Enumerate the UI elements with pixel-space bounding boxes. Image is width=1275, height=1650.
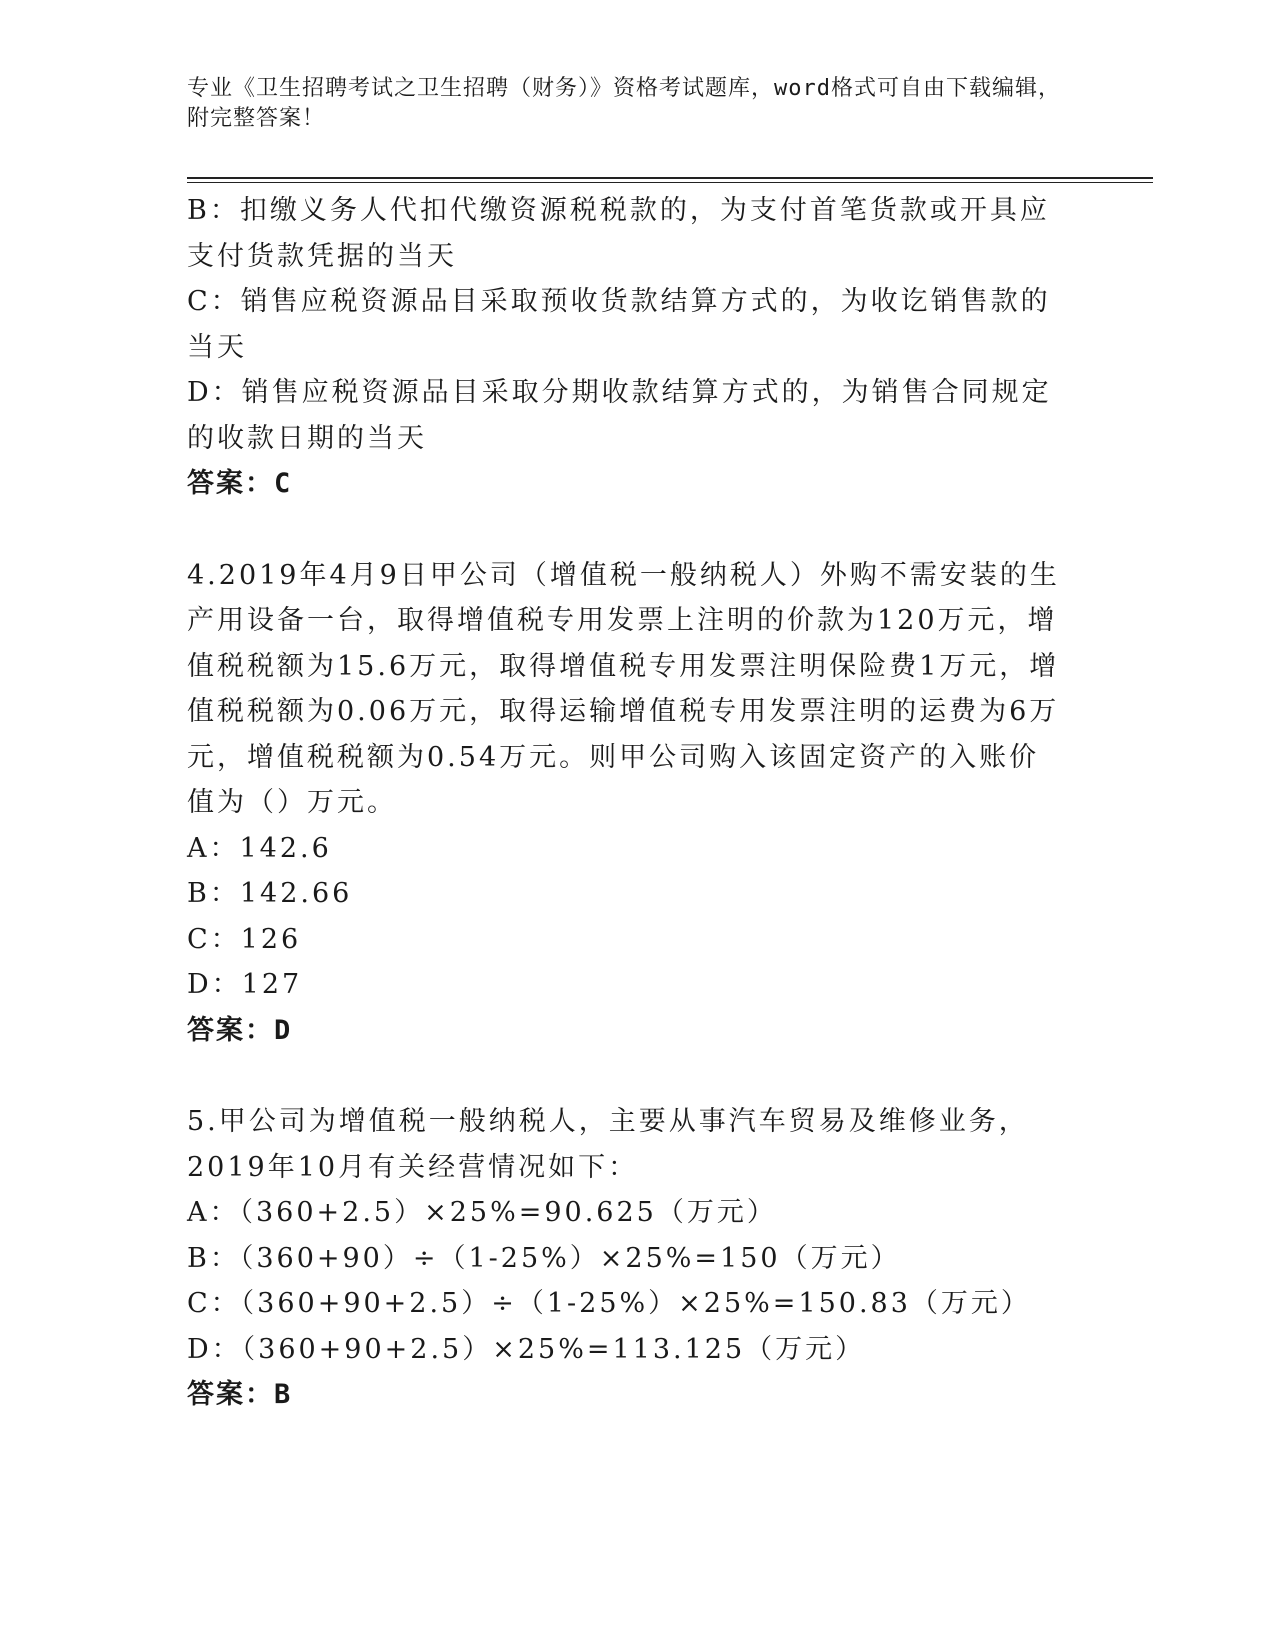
question-4 [187, 553, 1067, 1054]
question-5-option-b: B：（360+90）÷（1-25%）×25%=150（万元） [187, 1242, 901, 1274]
question-3-option-d: D：销售应税资源品目采取分期收款结算方式的，为销售合同规定的收款日期的当天 [187, 377, 1052, 454]
question-3-option-c: C：销售应税资源品目采取预收货款结算方式的，为收讫销售款的当天 [187, 286, 1051, 363]
question-3-option-b: B：扣缴义务人代扣代缴资源税税款的，为支付首笔货款或开具应支付货款凭据的当天 [187, 195, 1050, 272]
question-4-option-c: C：126 [187, 923, 302, 955]
question-3-answer: 答案：C [187, 468, 293, 499]
question-4-answer: 答案：D [187, 1014, 293, 1046]
question-content [187, 188, 1067, 1418]
question-5-option-c: C：（360+90+2.5）÷（1-25%）×25%=150.83（万元） [187, 1288, 1031, 1319]
question-5-option-a: A：（360+2.5）×25%=90.625（万元） [187, 1197, 777, 1228]
document-header: 专业《卫生招聘考试之卫生招聘（财务）》资格考试题库，word格式可自由下载编辑，附完整答案！ [187, 76, 1061, 131]
spacer [187, 1053, 1067, 1099]
question-4-option-b: B：142.66 [187, 878, 353, 909]
question-5-stem: 5.甲公司为增值税一般纳税人，主要从事汽车贸易及维修业务，2019年10月有关经营情况如下： [187, 1106, 1029, 1183]
question-5 [187, 1099, 1067, 1418]
spacer [187, 507, 1067, 553]
question-5-answer: 答案：B [187, 1379, 293, 1410]
header-rule-thin [187, 182, 1153, 183]
question-5-option-d: D：（360+90+2.5）×25%=113.125（万元） [187, 1333, 866, 1365]
header-rule-thick [187, 177, 1153, 179]
question-3-fragment [187, 188, 1067, 507]
question-4-option-d: D：127 [187, 969, 303, 1000]
question-4-option-a: A：142.6 [187, 832, 332, 864]
question-4-stem: 4.2019年4月9日甲公司（增值税一般纳税人）外购不需安装的生产用设备一台，取得增值税专用发票上注明的价款为120万元，增值税税额为15.6万元，取得增值税专用发票注明保险费1万元，增值税税额为0.06万元，取得运输增值税专用发票注明的运费为6万元，增值税税额为0.54万元。则甲公司购入该固定资产的入账价值为（）万元。 [187, 559, 1060, 818]
